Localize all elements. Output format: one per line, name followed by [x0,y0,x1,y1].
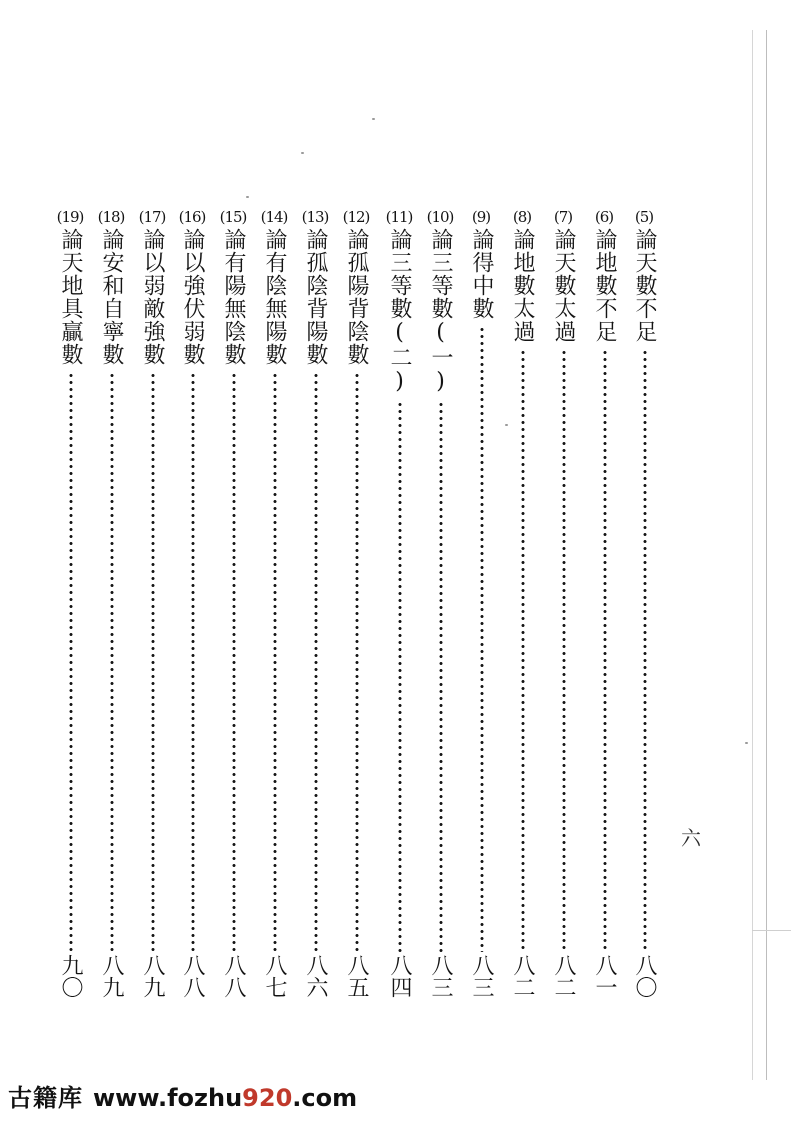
leader-dots [603,349,607,952]
leader-dots [110,372,114,952]
toc-entry[interactable] [466,208,496,998]
toc-entry[interactable] [218,208,248,998]
toc-entry[interactable] [177,208,207,998]
entry-page-number: 八七 [262,954,287,998]
watermark-url-prefix: www.fozhu [93,1084,243,1112]
entry-page-number: 八四 [387,954,412,998]
leader-dots [521,349,525,952]
entry-number: (6) [594,208,614,226]
entry-title: 論地數太過 [510,228,535,343]
entry-page-number: 八二 [510,954,535,998]
entry-title: 論有陽無陰數 [221,228,246,366]
toc-entry[interactable] [507,208,537,998]
watermark-url-digits: 920 [242,1084,293,1112]
entry-title: 論天地具贏數 [58,228,83,366]
leader-dots [191,372,195,952]
leader-dots [314,372,318,952]
entry-title: 論以強伏弱數 [180,228,205,366]
watermark-url-suffix: .com [292,1084,358,1112]
toc-entry[interactable] [629,208,659,998]
entry-title: 論孤陰背陽數 [303,228,328,366]
leader-dots [562,349,566,952]
leader-dots [355,372,359,952]
watermark-name: 古籍库 [8,1084,83,1112]
leader-dots [398,401,402,952]
entry-number: (8) [512,208,532,226]
folio-page-number: 六 [681,826,701,850]
leader-dots [69,372,73,952]
site-watermark [8,1080,357,1116]
entry-number: (16) [178,208,206,226]
entry-page-number: 八五 [344,954,369,998]
toc-entry[interactable] [96,208,126,998]
entry-page-number: 八八 [180,954,205,998]
toc-entry[interactable] [300,208,330,998]
toc-entry[interactable] [589,208,619,998]
entry-title: 論有陰無陽數 [262,228,287,366]
entry-title: 論以弱敵強數 [140,228,165,366]
entry-title: 論天數不足 [632,228,657,343]
entry-number: (5) [634,208,654,226]
entry-title: 論得中數 [469,228,494,320]
entry-page-number: 八〇 [632,954,657,998]
entry-number: (13) [301,208,329,226]
toc-entry[interactable] [548,208,578,998]
toc-entry[interactable] [425,208,455,998]
entry-page-number: 八三 [428,954,453,998]
leader-dots [151,372,155,952]
entry-page-number: 八八 [221,954,246,998]
entry-number: (7) [553,208,573,226]
entry-title: 論安和自寧數 [99,228,124,366]
leader-dots [480,326,484,952]
entry-title: 論地數不足 [592,228,617,343]
entry-page-number: 九〇 [58,954,83,998]
entry-title: 論三等數(二) [387,228,412,395]
entry-number: (17) [138,208,166,226]
entry-title: 論孤陽背陰數 [344,228,369,366]
leader-dots [273,372,277,952]
entry-page-number: 八九 [99,954,124,998]
entry-page-number: 八九 [140,954,165,998]
toc-entry[interactable] [259,208,289,998]
toc-entry[interactable] [137,208,167,998]
entry-number: (12) [342,208,370,226]
entry-number: (14) [260,208,288,226]
leader-dots [439,401,443,952]
entry-number: (10) [426,208,454,226]
leader-dots [643,349,647,952]
entry-page-number: 八三 [469,954,494,998]
toc-entry[interactable] [341,208,371,998]
entry-number: (9) [471,208,491,226]
entry-page-number: 八一 [592,954,617,998]
toc-entry[interactable] [55,208,85,998]
entry-number: (11) [385,208,413,226]
entry-number: (15) [219,208,247,226]
entry-page-number: 八二 [551,954,576,998]
entry-number: (19) [56,208,84,226]
entry-page-number: 八六 [303,954,328,998]
entry-title: 論三等數(一) [428,228,453,395]
toc-entry[interactable] [384,208,414,998]
leader-dots [232,372,236,952]
entry-number: (18) [97,208,125,226]
entry-title: 論天數太過 [551,228,576,343]
